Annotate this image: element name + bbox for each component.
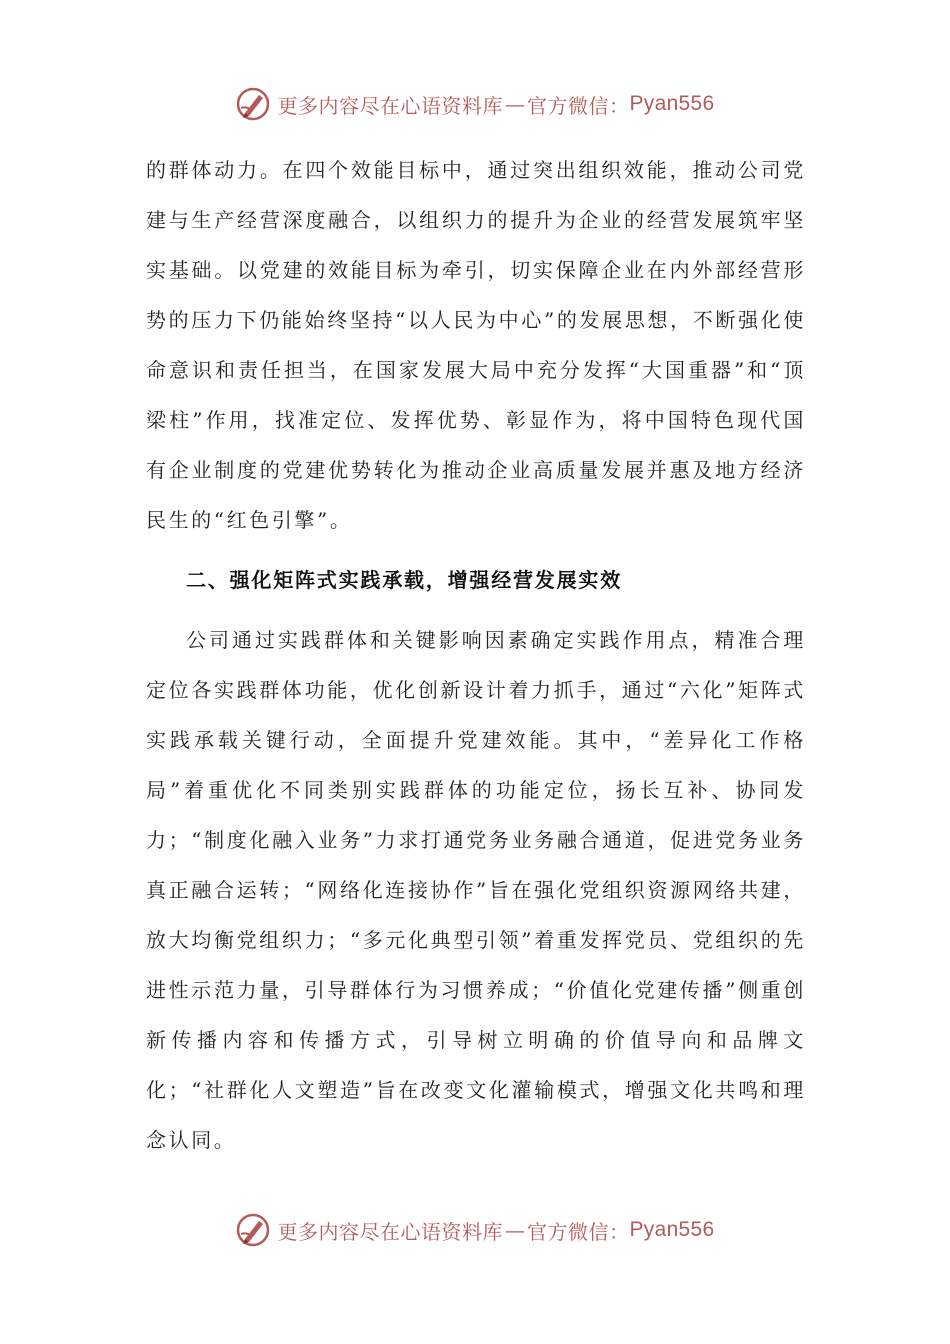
watermark-wechat-label: 官方微信： [526, 93, 630, 118]
document-body [146, 145, 806, 1165]
watermark-main-text: 更多内容尽在心语资料库 [277, 93, 503, 118]
footer-watermark [0, 1210, 950, 1250]
pen-logo-icon [235, 86, 271, 122]
watermark-separator: — [504, 1218, 525, 1242]
header-watermark [0, 84, 950, 124]
paragraph-continued: 的群体动力。在四个效能目标中，通过突出组织效能，推动公司党建与生产经营深度融合，以组织力的提升为企业的经营发展筑牢坚实基础。以党建的效能目标为牵引，切实保障企业在内外部经营形势的压力下仍能始终坚持“以人民为中心”的发展思想，不断强化使命意识和责任担当，在国家发展大局中充分发挥“大国重器”和“顶梁柱”作用，找准定位、发挥优势、彰显作为，将中国特色现代国有企业制度的党建优势转化为推动企业高质量发展并惠及地方经济民生的“红色引擎”。 [146, 158, 806, 532]
section-heading: 二、强化矩阵式实践承载，增强经营发展实效 [186, 568, 622, 592]
pen-logo-icon [235, 1212, 271, 1248]
paragraph: 公司通过实践群体和关键影响因素确定实践作用点，精准合理定位各实践群体功能，优化创新设计着力抓手，通过“六化”矩阵式实践承载关键行动，全面提升党建效能。其中，“差异化工作格局”着重优化不同类别实践群体的功能定位，扬长互补、协同发力；“制度化融入业务”力求打通党务业务融合通道，促进党务业务真正融合运转；“网络化连接协作”旨在强化党组织资源网络共建，放大均衡党组织力；“多元化典型引领”着重发挥党员、党组织的先进性示范力量，引导群体行为习惯养成；“价值化党建传播”侧重创新传播内容和传播方式，引导树立明确的价值导向和品牌文化；“社群化人文塑造”旨在改变文化灌输模式，增强文化共鸣和理念认同。 [146, 628, 806, 1152]
watermark-wechat-id: Pyan556 [629, 1218, 715, 1241]
watermark-wechat-id: Pyan556 [629, 92, 715, 115]
watermark-main-text: 更多内容尽在心语资料库 [277, 1219, 503, 1244]
watermark-wechat-label: 官方微信： [526, 1219, 630, 1244]
watermark-separator: — [504, 92, 525, 116]
